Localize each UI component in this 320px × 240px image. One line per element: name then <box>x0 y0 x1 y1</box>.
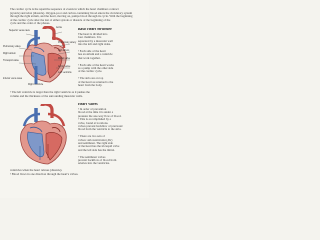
body-line: • Each side of the heart <box>78 50 106 53</box>
body-line: valves: atrioventricular (AV) <box>78 138 113 142</box>
section-heading-basic-heart-structure: Basic Heart Structure <box>78 28 112 31</box>
body-line: of the heart has the tricuspid valve <box>78 145 120 149</box>
para3-line: ventricles when the heart relaxes (diastole). <box>10 169 63 172</box>
intro-line: through the right atrium, and the heart, moving on, pumps blood through its cycle. With the beginning <box>10 15 133 18</box>
body-line: • This is accomplished by a <box>78 118 111 122</box>
section-heading-heart-valves: Heart Valves <box>78 103 98 106</box>
body-line: heart from the body. <box>78 84 103 87</box>
para2-line: • The left ventricle is larger than the right ventricle as it pushes the <box>10 91 90 94</box>
body-line: • The semilunar valves <box>78 155 106 159</box>
body-line: • In order of prevention <box>78 108 107 111</box>
label-pulmonary-valve: Pulmonary valve <box>3 45 21 48</box>
label-aortic-valve: Aortic valve <box>58 65 71 68</box>
label-left-atrium: Left atrium <box>58 49 70 52</box>
intro-line: (systole) and relax (diastole). Oxygen-poor and carbon-containing blood enters the circulatory system <box>10 11 133 15</box>
label-inferior-vena-cava: Inferior vena cava <box>3 77 23 80</box>
para2-line: volume and the thickness of the surrounding muscular walls. <box>10 94 83 98</box>
body-line: pressure the one-way flow of blood. <box>78 114 122 118</box>
body-line: four chambers. It is <box>78 36 102 40</box>
label-aorta: Aorta <box>56 26 62 29</box>
label-tricuspid-valve: Tricuspid valve <box>3 59 19 62</box>
label-mitral-valve: Mitral valve <box>58 57 71 60</box>
intro-line: of the cardiac cycle after the last of either systole or diastole of the beginning of the <box>10 18 111 22</box>
body-line: The heart is divided into <box>78 33 108 36</box>
body-line: arteries into the ventricles. <box>78 162 110 166</box>
document-page <box>0 0 149 198</box>
body-line: separated by a muscular wall <box>78 39 113 43</box>
para3-line: • Blood flows in one direction through the heart's valves. <box>10 172 79 176</box>
body-line: • There are two sets of <box>78 135 105 139</box>
body-line: of the heart as returned to the <box>78 80 114 84</box>
body-line: that work together. <box>78 56 101 60</box>
heart-valves-diagram <box>12 104 74 166</box>
body-line: has an atrium and a ventricle <box>78 53 113 57</box>
body-line: prevent backflow of blood from <box>78 159 117 162</box>
heart-diagram-top <box>14 26 76 86</box>
body-line: and semilunar. The right side <box>78 142 113 145</box>
body-line: valves prevent backflow of previousl <box>78 125 123 128</box>
body-line: • The atria are on top <box>78 77 104 81</box>
label-right-atrium: Right atrium <box>3 52 16 55</box>
body-line: into the left and right sides. <box>78 43 111 47</box>
label-superior-vena-cava: Superior vena cava <box>9 29 30 32</box>
body-line: valve, found at locations. <box>78 121 109 125</box>
label-left-ventricle: Left ventricle <box>58 71 72 74</box>
intro-line: cycle and the order of the phases. <box>10 22 51 25</box>
label-pulmonary-artery: Pulmonary artery <box>58 41 77 44</box>
body-line: • Each side of the heart works <box>78 63 114 67</box>
body-line: as a pump with the other side <box>78 67 114 70</box>
body-line: blood from the ventricle to the atria. <box>78 128 122 132</box>
body-line: and the left side has the mitral. <box>78 148 115 152</box>
body-line: of the cardiac cycle. <box>78 70 103 74</box>
intro-line: The cardiac cycle is the repetitive sequence of events in which the heart chambers contract <box>10 8 119 11</box>
body-line: blood at the time it is under a <box>78 111 114 115</box>
label-right-ventricle: Right ventricle <box>28 83 44 86</box>
